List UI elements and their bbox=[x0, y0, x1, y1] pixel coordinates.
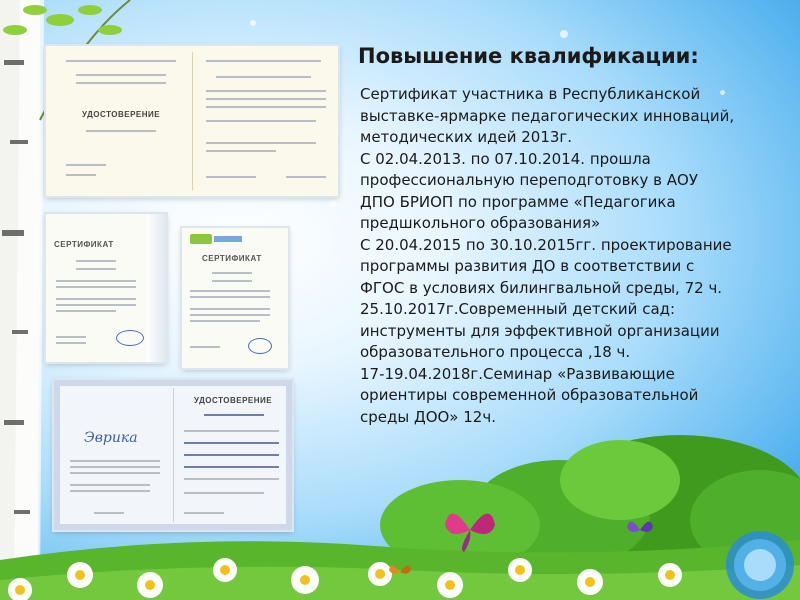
certificate-image-4 bbox=[54, 380, 292, 530]
text-line: среды ДОО» 12ч. bbox=[360, 407, 496, 426]
slide-title: Повышение квалификации: bbox=[358, 44, 699, 68]
text-line: программы развития ДО в соответствии с bbox=[360, 257, 695, 275]
doc2-title: СЕРТИФИКАТ bbox=[54, 240, 114, 249]
text-line: Сертификат участника в Республиканской bbox=[360, 85, 701, 103]
text-line: инструменты для эффективной организации bbox=[360, 321, 720, 340]
watermark-emblem bbox=[726, 531, 794, 599]
doc1-title: УДОСТОВЕРЕНИЕ bbox=[82, 110, 161, 119]
eureka-logo: Эврика bbox=[84, 430, 138, 446]
doc4-title: УДОСТОВЕРЕНИЕ bbox=[194, 396, 273, 405]
text-line: образовательного процесса ,18 ч. bbox=[360, 343, 631, 361]
certificate-image-1 bbox=[46, 46, 338, 196]
text-line: предшкольного образования» bbox=[360, 214, 601, 232]
certificate-image-2 bbox=[46, 214, 166, 362]
text-line: С 20.04.2015 по 30.10.2015гг. проектирование bbox=[360, 235, 732, 254]
text-line: С 02.04.2013. по 07.10.2014. прошла bbox=[360, 149, 651, 168]
text-line: ДПО БРИОП по программе «Педагогика bbox=[360, 192, 676, 211]
qualification-text bbox=[360, 84, 765, 428]
text-line: профессиональную переподготовку в АОУ bbox=[360, 171, 698, 189]
text-line: 17-19.04.2018г.Семинар «Развивающие bbox=[360, 364, 675, 383]
certificate-image-3 bbox=[182, 228, 288, 368]
doc3-title: СЕРТИФИКАТ bbox=[202, 254, 262, 263]
text-line: ФГОС в условиях билингвальной среды, 72 ч. bbox=[360, 278, 723, 297]
text-line: 25.10.2017г.Современный детский сад: bbox=[360, 300, 676, 318]
text-line: методических идей 2013г. bbox=[360, 128, 573, 146]
text-line: ориентиры современной образовательной bbox=[360, 386, 699, 404]
text-line: выставке-ярмарке педагогических инноваций, bbox=[360, 106, 735, 125]
